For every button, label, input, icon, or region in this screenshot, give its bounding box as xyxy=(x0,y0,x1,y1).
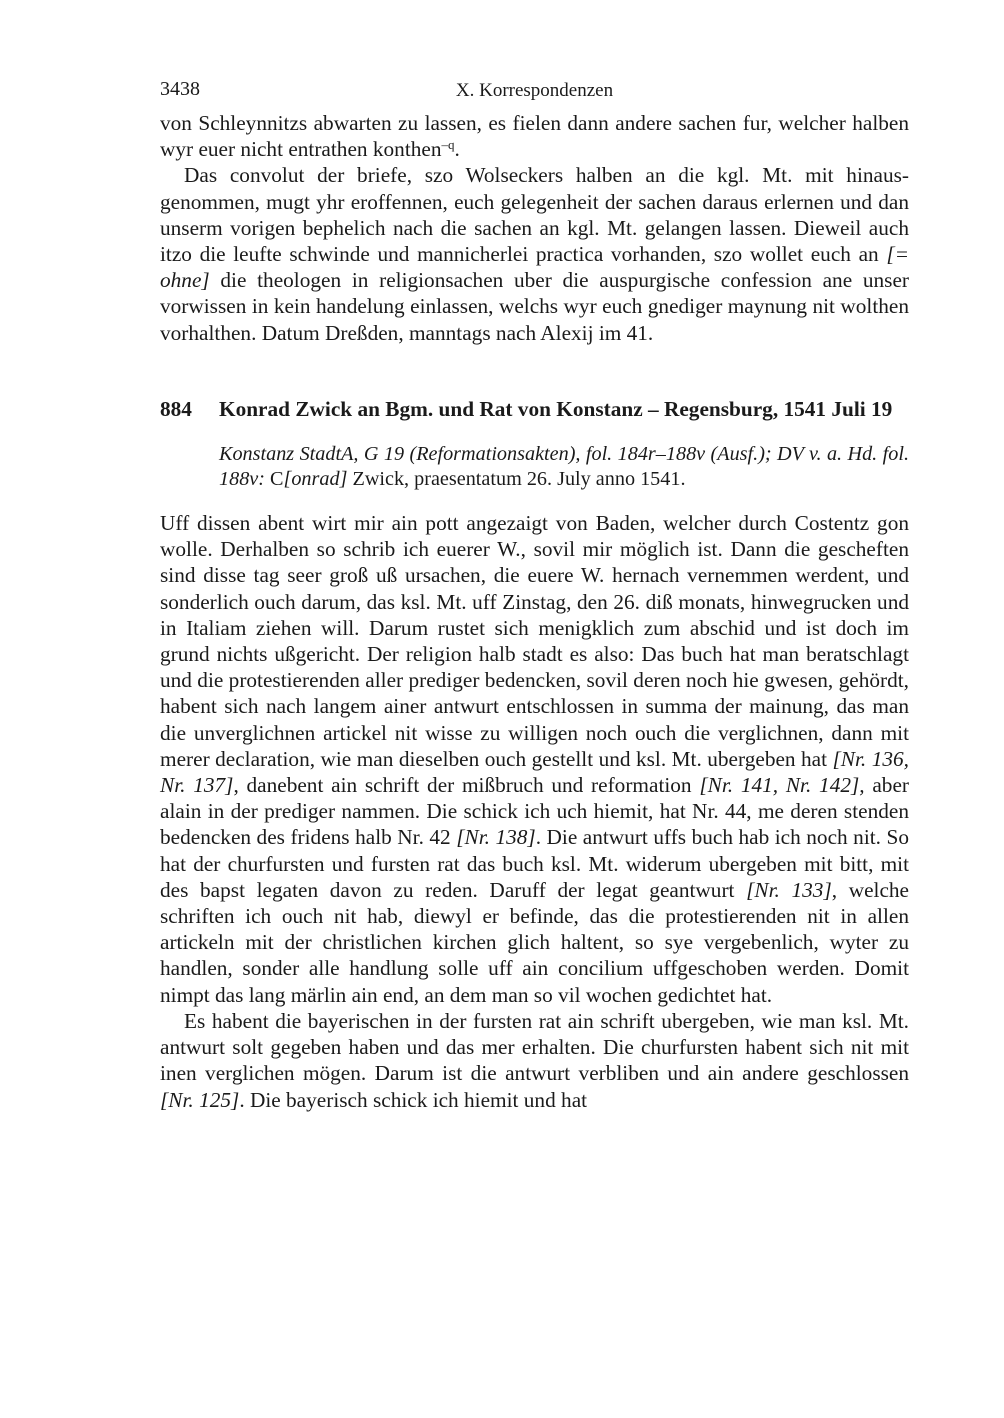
editorial-reference: [Nr. 138] xyxy=(456,825,536,850)
page-number: 3438 xyxy=(160,78,200,100)
prev-letter-text: Das convolut der briefe, szo Wolseckers halben an die kgl. Mt. mit hinausgenommen, mugt yhr eroffennen, euch gelegenheit der sachen daraus erlernen und dan unserm vorigen bephelich nach die sachen an kgl. Mt. gelangen lassen. Dieweil auch itzo die leufte schwinde und mannicherlei practica vorhanden, szo wollet euch an xyxy=(160,163,909,267)
letter-body xyxy=(160,510,909,1113)
source-archive: Konstanz StadtA, G 19 (Reformationsakten), fol. 184r–188v (Ausf.); DV v. a. Hd. fol. 188v: xyxy=(219,443,909,491)
prev-letter-paragraph-1 xyxy=(160,110,909,162)
letter-text: , danebent ain schrift der mißbruch und reformation xyxy=(233,773,700,798)
running-head xyxy=(160,76,909,110)
letter-text: Es habent die bayerischen in der fursten rat ain schrift ubergeben, wie man ksl. Mt. antwurt solt gegeben haben und das mer erhalten. Die churfursten habent sich nit mit inen verglichen mögen. Darum ist die antwurt verbliben und ain andere geschlossen xyxy=(160,1008,909,1086)
footnote-mark: –q xyxy=(441,137,455,153)
entry-header xyxy=(160,396,909,422)
entry-number: 884 xyxy=(160,396,192,421)
editorial-reference: [Nr. 136, Nr. 137] xyxy=(160,746,909,798)
letter-text: Uff dissen abent wirt mir ain pott angezaigt von Baden, welcher durch Costentz gon wolle. Derhalben so schrib ich euerer W., sovil mir möglich ist. Dann die gescheften sind disse tag seer groß uß ursachen, die euere W. hernach vernemmen werdent, und sonderlich ouch darum, das ksl. Mt. uff Zinstag, den 26. diß monats, hinwegrucken und in Italiam ziehen will. Darum rustet sich menigklich zum abschid und ist doch im grund nichts ußgericht. Der religion halb stadt es also: Das buch hat man beratschlagt und die protestierenden aller prediger bedencken, sovil deren noch hie gwesen, gehördt, habent sich nach langem ainer antwurt entschlossen in summa der mainung, das man die unverglichnen artickel nit wisse zu willigen noch ouch die verglichnen, dann mit merer declaration, wie man dieselben ouch gestellt und ksl. Mt. ubergeben hat xyxy=(160,511,909,771)
source-bracket: [onrad] xyxy=(283,468,348,491)
editorial-note: [= ohne] xyxy=(160,242,909,293)
document-page xyxy=(160,76,909,1113)
editorial-reference: [Nr. 125] xyxy=(160,1087,240,1112)
letter-paragraph-2 xyxy=(160,1008,909,1113)
letter-paragraph-1 xyxy=(160,510,909,1008)
editorial-reference: [Nr. 141, Nr. 142], xyxy=(699,773,865,798)
letter-text: , welche schriften ich ouch nit hab, diewyl er befinde, das die protestierenden nit in allen artickeln mit der christlichen kirchen glich haltent, so sye vergebenlich, wyter zu handlen, sonder alle handlung solle uff ain concilium uffgeschoben werden. Domit nimpt das lang märlin ain end, an dem man so vil wochen gedichtet hat. xyxy=(160,877,910,1007)
prev-letter-text: von Schleynnitzs abwarten zu lassen, es fielen dann andere sachen fur, welcher halben wyr euer nicht entrathen konthen xyxy=(160,111,909,162)
letter-text: . Die antwurt uffs buch hab ich noch nit. So hat der churfursten und fursten rat das buch ksl. Mt. widerum ubergeben mit bitt, mit des bapst legaten davon zu reden. Daruff der legat geantwurt xyxy=(160,825,909,902)
letter-text: aber alain in der prediger nammen. Die schick ich uch hiemit, hat Nr. 44, me deren stenden bedencken des fridens halb Nr. 42 xyxy=(160,773,910,850)
letter-text: . Die bayerisch schick ich hiemit und hat xyxy=(239,1087,588,1112)
entry-title: Konrad Zwick an Bgm. und Rat von Konstanz – Regensburg, 1541 Juli 19 xyxy=(219,396,893,421)
prev-letter-paragraph-2 xyxy=(160,162,909,345)
editorial-reference: [Nr. 133] xyxy=(746,877,832,902)
source-text: Zwick, praesentatum 26. July anno 1541. xyxy=(347,468,686,491)
prev-letter-text-end: . xyxy=(454,137,460,162)
prev-letter-text: die theologen in religionsachen uber die auspurgische confession ane unser vorwissen in kein handelung einlassen, welchs wyr euch gnediger maynung nit wolthen vorhalthen. Datum Dreßden, manntags nach Alexij im 41. xyxy=(160,268,909,345)
running-title: X. Korrespondenzen xyxy=(455,80,614,101)
source-text: C xyxy=(264,468,284,491)
source-note xyxy=(219,442,909,492)
